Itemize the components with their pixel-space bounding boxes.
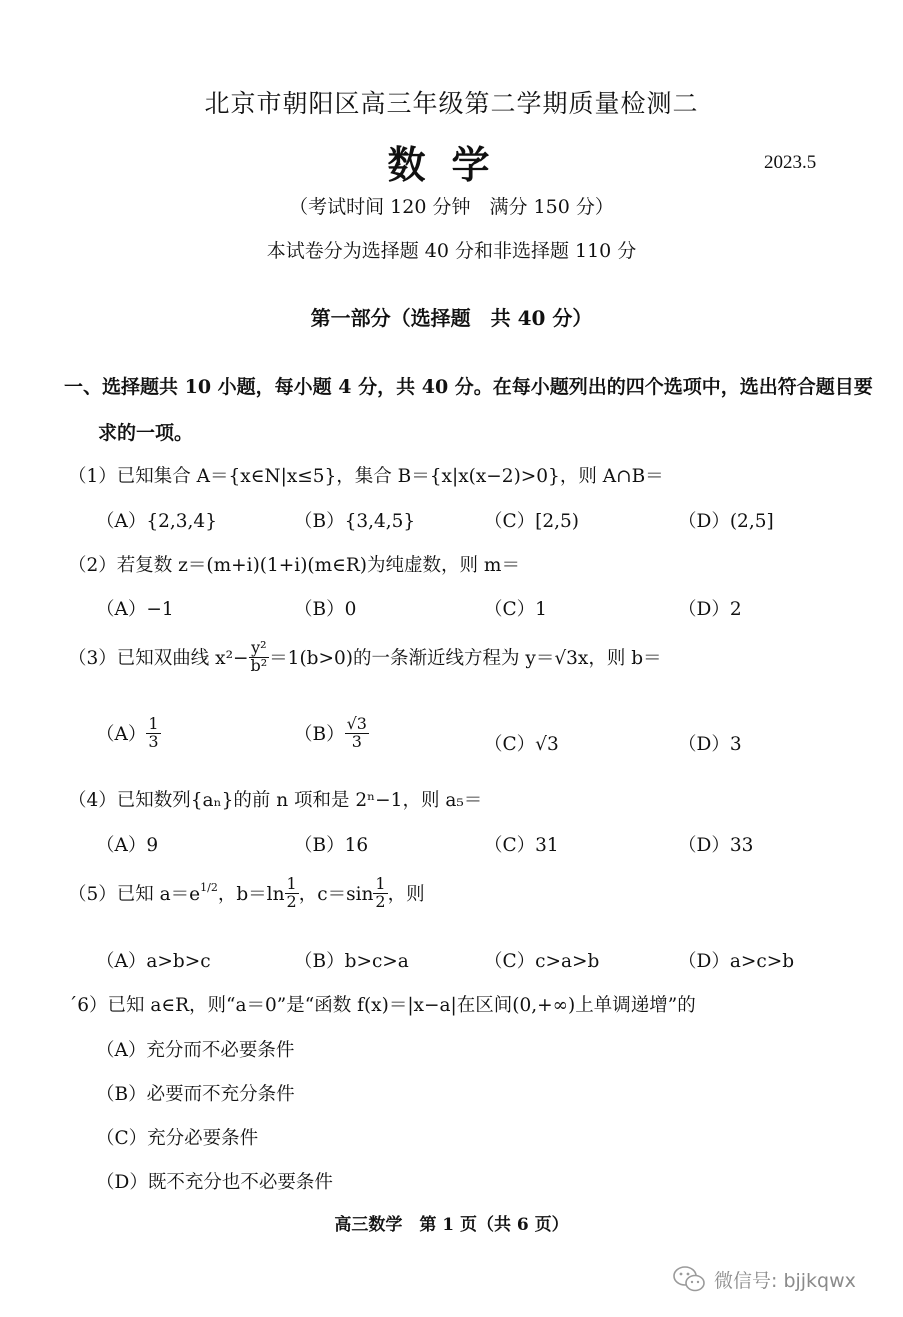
question-3-fraction bbox=[249, 640, 270, 675]
question-2-option-b: （B）0 bbox=[294, 599, 357, 620]
fraction-b bbox=[285, 876, 299, 911]
wechat-id: 微信号: bjjkqwx bbox=[714, 1269, 856, 1292]
question-6-option-d: （D）既不充分也不必要条件 bbox=[96, 1172, 333, 1193]
exam-score-info: 本试卷分为选择题 40 分和非选择题 110 分 bbox=[266, 240, 637, 262]
option-label: （A） bbox=[96, 724, 147, 746]
question-5-option-b: （B）b>c>a bbox=[294, 951, 409, 972]
wechat-watermark bbox=[672, 1264, 856, 1294]
option-fraction bbox=[345, 716, 369, 751]
question-3-stem bbox=[68, 640, 662, 675]
fraction-denominator: 3 bbox=[351, 731, 362, 751]
option-label: （B） bbox=[294, 724, 345, 746]
exam-time-info: （考试时间 120 分钟 满分 150 分） bbox=[289, 196, 614, 218]
question-6-stem: ´6）已知 a∈R，则“a＝0”是“函数 f(x)＝|x−a|在区间(0,+∞)上单调递增”的 bbox=[68, 995, 696, 1016]
question-5-stem-mid: ，b＝ln bbox=[217, 884, 285, 906]
question-4-option-d: （D）33 bbox=[678, 835, 754, 856]
wechat-icon bbox=[672, 1264, 706, 1294]
fraction-c bbox=[373, 876, 387, 911]
exponent: 1/2 bbox=[200, 880, 218, 894]
question-4-option-c: （C）31 bbox=[484, 835, 559, 856]
fraction-numerator: 1 bbox=[375, 874, 386, 893]
question-1-option-b: （B）{3,4,5} bbox=[294, 511, 416, 532]
question-6-option-c: （C）充分必要条件 bbox=[96, 1128, 259, 1149]
question-2-option-c: （C）1 bbox=[484, 599, 547, 620]
fraction-numerator: 1 bbox=[148, 714, 159, 733]
question-1-option-a: （A）{2,3,4} bbox=[96, 511, 217, 532]
section-instructions-line2: 求的一项。 bbox=[98, 422, 194, 444]
fraction-denominator: 2 bbox=[375, 891, 386, 911]
section-instructions-line1: 一、选择题共 10 小题，每小题 4 分，共 40 分。在每小题列出的四个选项中，选出符合题目要 bbox=[64, 376, 873, 398]
fraction-numerator: 1 bbox=[286, 874, 297, 893]
part-title: 第一部分（选择题 共 40 分） bbox=[310, 306, 593, 330]
question-1-option-c: （C）[2,5) bbox=[484, 511, 580, 532]
question-4-option-a: （A）9 bbox=[96, 835, 159, 856]
fraction-denominator: 2 bbox=[286, 891, 297, 911]
question-6-option-b: （B）必要而不充分条件 bbox=[96, 1084, 295, 1105]
question-4-stem: （4）已知数列{aₙ}的前 n 项和是 2ⁿ−1，则 a₅＝ bbox=[68, 790, 483, 811]
question-1-stem: （1）已知集合 A＝{x∈N|x≤5}，集合 B＝{x|x(x−2)>0}，则 A∩B＝ bbox=[68, 466, 664, 487]
question-5-option-c: （C）c>a>b bbox=[484, 951, 600, 972]
question-5-option-a: （A）a>b>c bbox=[96, 951, 211, 972]
question-5-stem-mid2: ，c＝sin bbox=[298, 884, 374, 906]
question-4-option-b: （B）16 bbox=[294, 835, 369, 856]
question-2-option-d: （D）2 bbox=[678, 599, 742, 620]
question-3-option-a bbox=[96, 716, 161, 751]
question-2-stem: （2）若复数 z＝(m+i)(1+i)(m∈R)为纯虚数，则 m＝ bbox=[68, 555, 520, 576]
fraction-numerator: √3 bbox=[346, 714, 367, 733]
question-3-option-b bbox=[294, 716, 369, 751]
question-2-option-a: （A）−1 bbox=[96, 599, 174, 620]
exam-school-title: 北京市朝阳区高三年级第二学期质量检测二 bbox=[204, 89, 699, 118]
fraction-denominator: 3 bbox=[148, 731, 159, 751]
fraction-numerator: y² bbox=[249, 640, 270, 658]
question-3-option-d: （D）3 bbox=[678, 734, 742, 755]
fraction-denominator: b² bbox=[250, 655, 268, 675]
exam-date: 2023.5 bbox=[764, 152, 817, 173]
question-6-option-a: （A）充分而不必要条件 bbox=[96, 1040, 295, 1061]
option-fraction bbox=[146, 716, 160, 751]
page-footer: 高三数学 第 1 页（共 6 页） bbox=[334, 1215, 569, 1235]
question-5-stem-post: ，则 bbox=[387, 884, 425, 906]
question-5-stem bbox=[68, 876, 425, 911]
question-3-stem-pre: （3）已知双曲线 x²− bbox=[68, 648, 249, 670]
question-3-stem-post: ＝1(b>0)的一条渐近线方程为 y＝√3x，则 b＝ bbox=[269, 648, 662, 670]
question-3-option-c: （C）√3 bbox=[484, 734, 559, 755]
question-5-stem-pre: （5）已知 a＝e bbox=[68, 884, 201, 906]
question-5-option-d: （D）a>c>b bbox=[678, 951, 795, 972]
exam-subject: 数学 bbox=[387, 142, 516, 187]
question-1-option-d: （D）(2,5] bbox=[678, 511, 774, 532]
